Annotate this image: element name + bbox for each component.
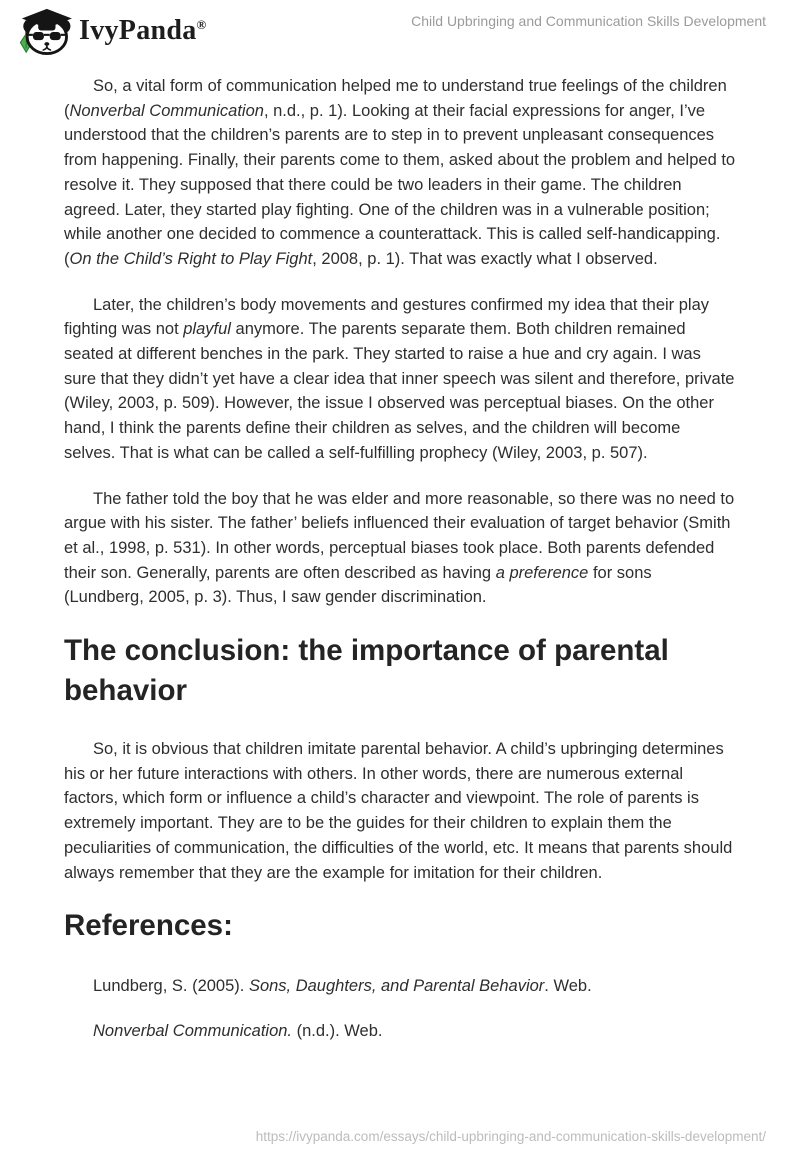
- page-footer: [256, 1128, 766, 1146]
- source-url-link[interactable]: https://ivypanda.com/essays/child-upbringing-and-communication-skills-development/: [255, 1129, 766, 1144]
- essay-paragraph: So, a vital form of communication helped me to understand true feelings of the children (Nonverbal Communication, n.d., p. 1). Looking at their facial expressions for anger, I’ve understood that the children’s parents are to step in to prevent unpleasant consequences from happening. Finally, their parents come to them, asked about the problem and helped to resolve it. They supposed that there could be two leaders in their game. The children agreed. Later, they started play fighting. One of the children was in a vulnerable position; while another one decided to commence a counterattack. This is called self-handicapping. (On the Child’s Right to Play Fight, 2008, p. 1). That was exactly what I observed.: [64, 77, 736, 268]
- conclusion-heading: The conclusion: the importance of parental behavior: [64, 634, 669, 708]
- brand-wordmark: IvyPanda: [79, 15, 197, 46]
- reference-entry: Lundberg, S. (2005). Sons, Daughters, and Parental Behavior. Web.: [93, 977, 592, 996]
- reference-entry: Nonverbal Communication. (n.d.). Web.: [93, 1021, 383, 1040]
- page-header: [0, 0, 800, 60]
- registered-trademark-symbol: ®: [196, 17, 207, 32]
- references-heading: References:: [64, 909, 233, 943]
- essay-paragraph: So, it is obvious that children imitate parental behavior. A child’s upbringing determines his or her future interactions with others. In other words, there are numerous external factors, which form or influence a child’s character and viewpoint. The role of parents is extremely important. They are to be the guides for their children to explain them the peculiarities of communication, the difficulties of the world, etc. It means that parents should always remember that they are the example for imitation for their children.: [64, 740, 733, 882]
- essay-paragraph: The father told the boy that he was elder and more reasonable, so there was no need to argue with his sister. The father’ beliefs influenced their evaluation of target behavior (Smith et al., 1998, p. 531). In other words, perceptual biases took place. Both parents defended their son. Generally, parents are often described as having a preference for sons (Lundberg, 2005, p. 3). Thus, I saw gender discrimination.: [64, 489, 735, 607]
- essay-body: [64, 74, 736, 1044]
- document-title: Child Upbringing and Communication Skills Development: [411, 13, 766, 29]
- panda-graduation-cap-icon: [14, 6, 72, 56]
- ivypanda-logo: [14, 6, 207, 56]
- essay-paragraph: Later, the children’s body movements and gestures confirmed my idea that their play fighting was not playful anymore. The parents separate them. Both children remained seated at different benches in the park. They started to raise a hue and cry again. I was sure that they didn’t yet have a clear idea that inner speech was silent and therefore, private (Wiley, 2003, p. 509). However, the issue I observed was perceptual biases. On the other hand, I think the parents define their children as selves, and the children will become selves. That is what can be called a self-fulfilling prophecy (Wiley, 2003, p. 507).: [64, 295, 735, 462]
- brand-name: [79, 15, 207, 47]
